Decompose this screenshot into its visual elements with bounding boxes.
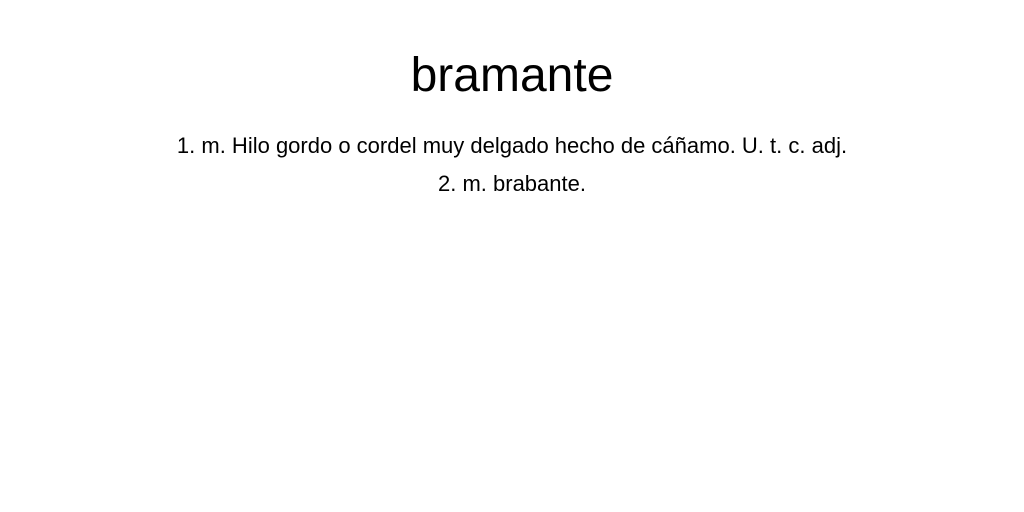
definition-list [0,127,1024,203]
definition-1: 1. m. Hilo gordo o cordel muy delgado hecho de cáñamo. U. t. c. adj. [176,133,848,158]
dictionary-entry [0,0,1024,203]
headword: bramante [410,49,614,102]
definition-2: 2. m. brabante. [438,171,586,196]
